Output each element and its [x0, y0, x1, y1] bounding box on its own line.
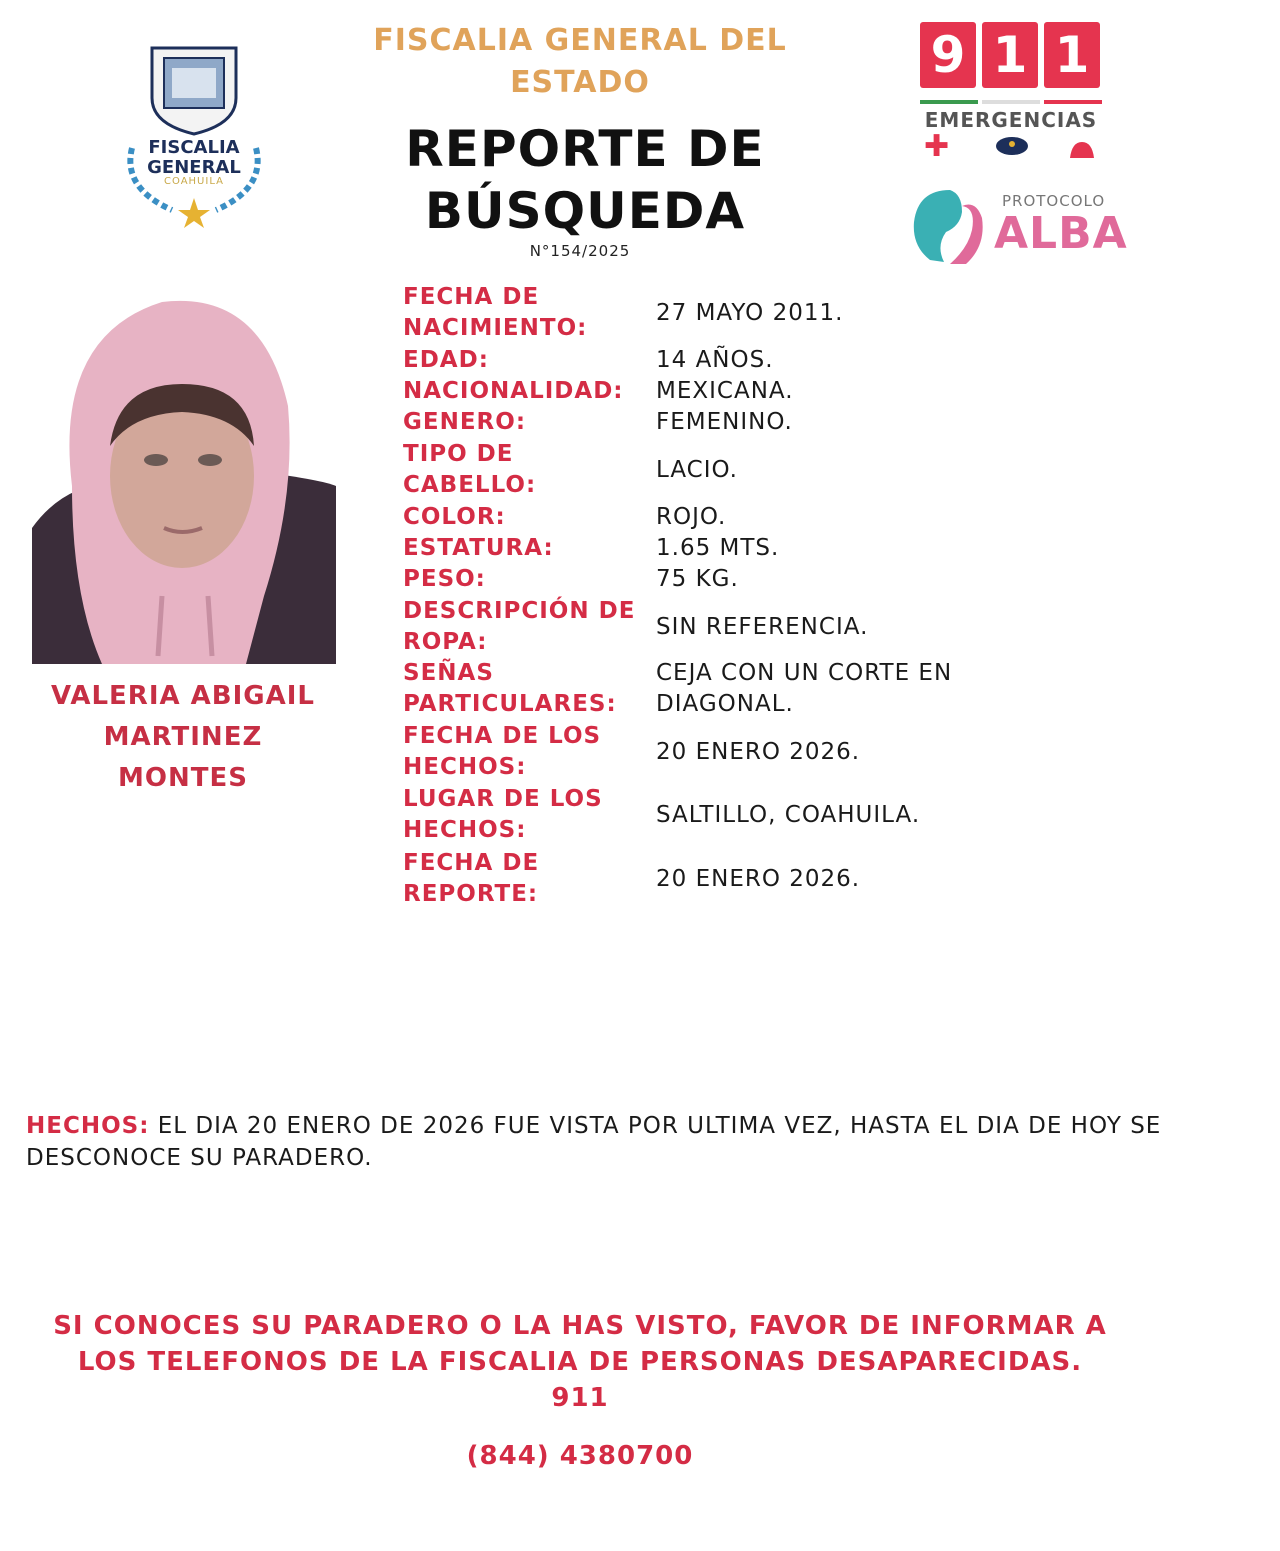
field-label: GENERO:: [403, 409, 527, 435]
field-value: 75 KG.: [656, 566, 739, 592]
field-label: COLOR:: [403, 504, 506, 530]
field-label: EDAD:: [403, 347, 489, 373]
woman-profile-icon: [910, 186, 994, 266]
field-label: NACIONALIDAD:: [403, 378, 624, 404]
facts-text: EL DIA 20 ENERO DE 2026 FUE VISTA POR ULTIMA VEZ, HASTA EL DIA DE HOY SE DESCONOCE SU PARADERO.: [26, 1113, 1162, 1171]
missing-person-name: [30, 676, 336, 799]
call-to-action: [30, 1308, 1130, 1416]
fiscalia-logo: [112, 38, 276, 228]
agency-name: FISCALIA GENERAL DEL ESTADO: [373, 23, 787, 100]
flag-stripe-red: [1044, 100, 1102, 104]
emergency-number: 911: [551, 1383, 609, 1413]
field-value: CEJA CON UN CORTE EN DIAGONAL.: [656, 660, 953, 717]
alba-prefix: PROTOCOLO: [1002, 192, 1106, 210]
field-value: 27 MAYO 2011.: [656, 300, 844, 326]
field-value: ROJO.: [656, 504, 727, 530]
digit-1b: 1: [1044, 22, 1100, 88]
fiscalia-logo-line1: FISCALIA: [148, 137, 240, 158]
field-value: LACIO.: [656, 457, 738, 483]
contact-phone: (844) 4380700: [466, 1441, 694, 1471]
call-to-action-text: SI CONOCES SU PARADERO O LA HAS VISTO, FAVOR DE INFORMAR A LOS TELEFONOS DE LA FISCALIA DE PERSONAS DESAPARECIDAS.: [53, 1311, 1107, 1377]
field-value: 1.65 MTS.: [656, 535, 780, 561]
field-label: LUGAR DE LOS HECHOS:: [403, 786, 603, 843]
field-value: 14 AÑOS.: [656, 347, 774, 373]
field-label: FECHA DE REPORTE:: [403, 850, 540, 907]
digit-9: 9: [920, 22, 976, 88]
facts-paragraph: [26, 1110, 1226, 1174]
field-value: 20 ENERO 2026.: [656, 739, 861, 765]
digit-1a: 1: [982, 22, 1038, 88]
protocolo-alba-logo: [910, 186, 1128, 266]
field-value: SALTILLO, COAHUILA.: [656, 802, 921, 828]
police-cap-icon: [994, 134, 1030, 164]
field-label: TIPO DE CABELLO:: [403, 441, 537, 498]
red-cross-icon: ✚: [924, 129, 950, 164]
field-label: PESO:: [403, 566, 486, 592]
field-label: DESCRIPCIÓN DE ROPA:: [403, 598, 636, 655]
report-folio: N°154/2025: [529, 242, 631, 260]
emergency-label: EMERGENCIAS: [924, 108, 1098, 132]
emergency-911-logo: [918, 22, 1104, 162]
field-label: FECHA DE NACIMIENTO:: [403, 284, 588, 341]
fiscalia-seal-icon: [112, 38, 276, 228]
name-line-3: MONTES: [118, 763, 248, 793]
field-value: SIN REFERENCIA.: [656, 614, 869, 640]
flag-stripe-white: [982, 100, 1040, 104]
facts-label: HECHOS:: [26, 1113, 150, 1139]
field-value: MEXICANA.: [656, 378, 794, 404]
flag-stripe-green: [920, 100, 978, 104]
name-line-1: VALERIA ABIGAIL: [51, 681, 315, 711]
missing-person-photo: [32, 296, 336, 664]
fiscalia-logo-line3: COAHUILA: [164, 176, 224, 187]
field-label: FECHA DE LOS HECHOS:: [403, 723, 602, 780]
alba-word: ALBA: [994, 208, 1128, 259]
report-title: REPORTE DE BÚSQUEDA: [405, 120, 765, 240]
field-value: FEMENINO.: [656, 409, 793, 435]
name-line-2: MARTINEZ: [103, 722, 263, 752]
fire-helmet-icon: [1068, 136, 1096, 166]
fiscalia-logo-line2: GENERAL: [147, 157, 241, 178]
field-label: ESTATURA:: [403, 535, 554, 561]
field-label: SEÑAS PARTICULARES:: [403, 660, 617, 717]
field-value: 20 ENERO 2026.: [656, 866, 861, 892]
